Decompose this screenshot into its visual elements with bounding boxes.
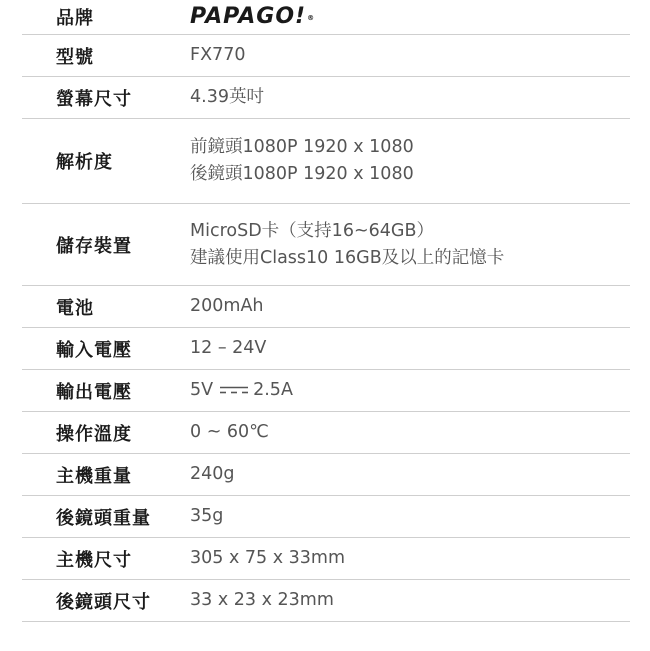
logo-text: PAPAGO! — [190, 3, 307, 29]
spec-row-main-size — [22, 538, 630, 580]
spec-table — [22, 0, 630, 622]
spec-value: 240g — [190, 464, 235, 484]
spec-value — [190, 134, 630, 188]
spec-row-input-voltage — [22, 328, 630, 370]
spec-label: 儲存裝置 — [56, 235, 132, 257]
spec-row-storage — [22, 204, 630, 286]
spec-label: 解析度 — [56, 152, 113, 173]
spec-value: 33 x 23 x 23mm — [190, 590, 334, 610]
spec-label: 輸入電壓 — [56, 339, 132, 361]
spec-row-resolution — [22, 119, 630, 204]
spec-label: 電池 — [56, 297, 94, 319]
spec-label: 後鏡頭尺寸 — [56, 591, 151, 613]
spec-value-line: 後鏡頭1080P 1920 x 1080 — [190, 164, 414, 184]
spec-row-main-weight — [22, 454, 630, 496]
output-current-value: 2.5A — [253, 380, 293, 400]
spec-label: 主機尺寸 — [56, 549, 132, 571]
spec-row-battery — [22, 286, 630, 328]
spec-value: 12 – 24V — [190, 338, 267, 358]
spec-value: 35g — [190, 506, 224, 526]
registered-mark: ® — [307, 13, 316, 22]
spec-value — [190, 3, 630, 32]
spec-value: 0 ~ 60℃ — [190, 422, 269, 442]
dc-current-icon — [220, 385, 248, 395]
spec-value: 4.39英吋 — [190, 87, 264, 107]
spec-label: 品牌 — [56, 8, 94, 29]
spec-value: 305 x 75 x 33mm — [190, 548, 345, 568]
spec-label: 輸出電壓 — [56, 381, 132, 403]
spec-row-screen-size — [22, 77, 630, 119]
spec-value — [190, 218, 630, 272]
spec-label: 螢幕尺寸 — [56, 88, 132, 110]
spec-label: 主機重量 — [56, 465, 132, 487]
spec-label: 操作溫度 — [56, 423, 132, 445]
spec-label: 型號 — [56, 46, 94, 68]
spec-row-output-voltage — [22, 370, 630, 412]
papago-logo — [190, 3, 315, 32]
spec-row-brand — [22, 0, 630, 35]
spec-value — [190, 377, 630, 404]
spec-row-rear-weight — [22, 496, 630, 538]
spec-label: 後鏡頭重量 — [56, 507, 151, 529]
spec-value-line: MicroSD卡（支持16~64GB） — [190, 220, 434, 241]
spec-row-operating-temp — [22, 412, 630, 454]
spec-value: FX770 — [190, 45, 246, 65]
spec-row-rear-size — [22, 580, 630, 622]
spec-value-line: 建議使用Class10 16GB及以上的記憶卡 — [190, 247, 505, 268]
spec-value: 200mAh — [190, 296, 264, 316]
spec-value-line: 前鏡頭1080P 1920 x 1080 — [190, 137, 414, 157]
spec-row-model — [22, 35, 630, 77]
output-voltage-value: 5V — [190, 380, 214, 400]
